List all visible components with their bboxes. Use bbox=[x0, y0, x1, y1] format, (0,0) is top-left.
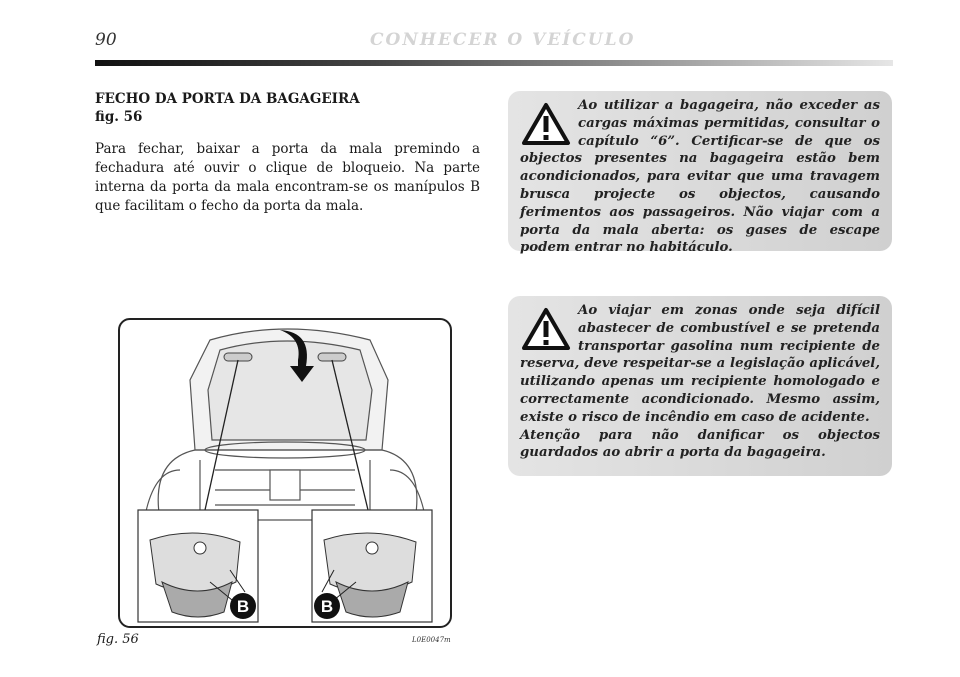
svg-text:B: B bbox=[236, 597, 250, 616]
trunk-illustration bbox=[120, 320, 450, 626]
svg-text:B: B bbox=[320, 597, 334, 616]
warning-text: Ao utilizar a bagageira, não exceder as cargas máximas permitidas, consultar o capítulo “6”. Certificar-se de que os objectos presentes na bagageira estão bem acondicionados, para evitar que uma travagem brusca projecte os objectos, causando ferimentos aos passageiros. Não viajar com a porta da mala aberta: os gases de escape podem entrar no habitáculo. bbox=[520, 98, 880, 256]
warning-triangle-icon bbox=[520, 101, 572, 147]
page-number: 90 bbox=[95, 30, 117, 50]
warning-box-luggage bbox=[508, 91, 892, 256]
section-body: Para fechar, baixar a porta da mala premindo a fechadura até ouvir o clique de bloqueio. Na parte interna da porta da mala encontram-se os manípulos B que facilitam o fecho da porta da mala. bbox=[95, 141, 480, 214]
callout-b-right bbox=[314, 593, 340, 619]
handle-left bbox=[224, 353, 252, 361]
warning-box-fuel bbox=[508, 296, 892, 476]
warning-triangle-icon bbox=[520, 306, 572, 352]
section-title bbox=[95, 90, 360, 126]
figure-caption: fig. 56 bbox=[97, 632, 139, 647]
section-title-figref: fig. 56 bbox=[95, 109, 143, 125]
section-title-main: FECHO DA PORTA DA BAGAGEIRA bbox=[95, 91, 360, 107]
callout-b-left bbox=[230, 593, 256, 619]
page-section-header: CONHECER O VEÍCULO bbox=[370, 30, 636, 50]
handle-right bbox=[318, 353, 346, 361]
warning-text-secondary: Atenção para não danificar os objectos guardados ao abrir a porta da bagageira. bbox=[520, 427, 880, 461]
figure-code: L0E0047m bbox=[412, 636, 451, 644]
header-rule bbox=[95, 60, 893, 66]
warning-text: Ao viajar em zonas onde seja difícil abastecer de combustível e se pretenda transportar gasolina num recipiente de reserva, deve respeitar-se a legislação aplicável, utilizando apenas um recipiente homologado e correctamente acondicionado. Mesmo assim, existe o risco de incêndio em caso de acidente. bbox=[520, 303, 880, 425]
figure-56 bbox=[118, 318, 452, 628]
